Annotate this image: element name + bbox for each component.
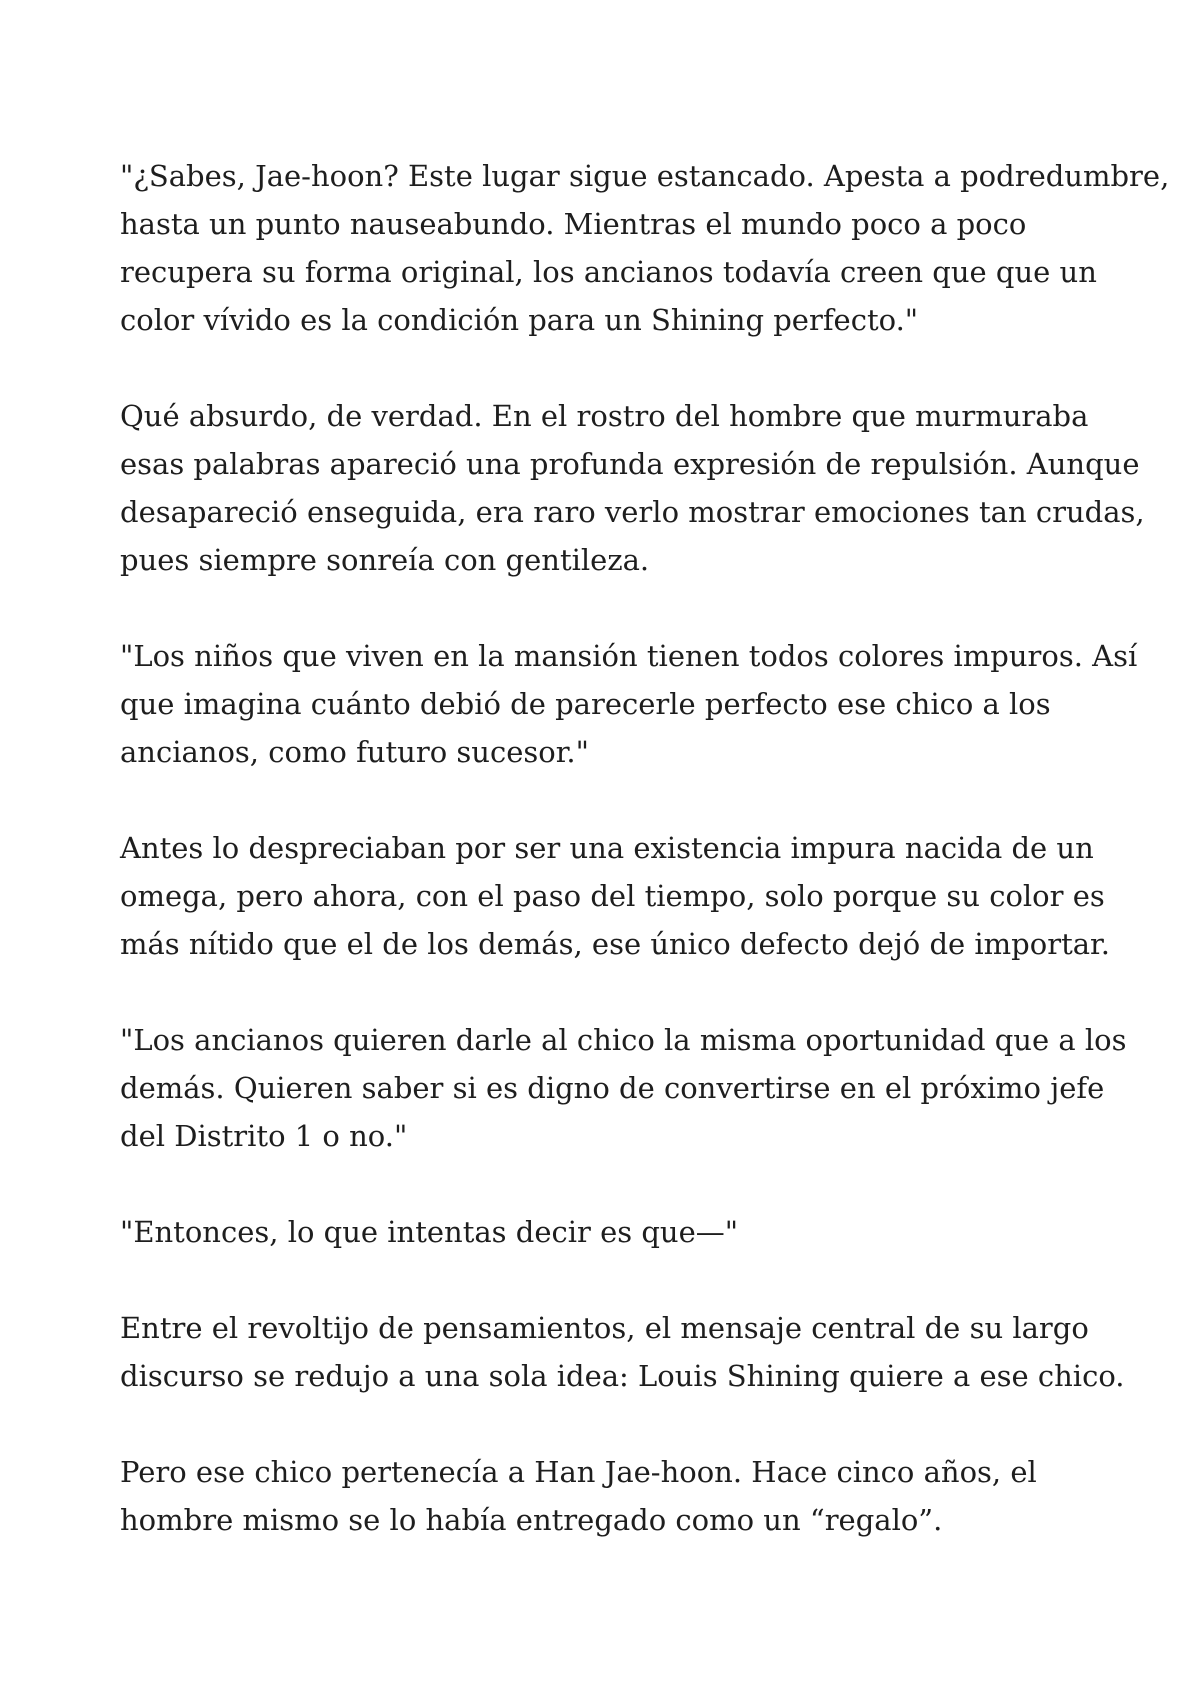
text-line: que imagina cuánto debió de parecerle perfecto ese chico a los bbox=[120, 687, 1051, 721]
text-line: omega, pero ahora, con el paso del tiempo, solo porque su color es bbox=[120, 879, 1105, 913]
text-line: del Distrito 1 o no." bbox=[120, 1119, 408, 1153]
text-line: pues siempre sonreía con gentileza. bbox=[120, 543, 650, 577]
paragraph bbox=[120, 632, 1138, 776]
text-line: Antes lo despreciaban por ser una existencia impura nacida de un bbox=[120, 831, 1094, 865]
text-line: "Los ancianos quieren darle al chico la misma oportunidad que a los bbox=[120, 1023, 1127, 1057]
text-line: "¿Sabes, Jae-hoon? Este lugar sigue estancado. Apesta a podredumbre, bbox=[120, 159, 1170, 193]
text-line: recupera su forma original, los ancianos todavía creen que que un bbox=[120, 255, 1097, 289]
paragraph bbox=[120, 1304, 1125, 1400]
text-line: demás. Quieren saber si es digno de convertirse en el próximo jefe bbox=[120, 1071, 1105, 1105]
text-line: esas palabras apareció una profunda expresión de repulsión. Aunque bbox=[120, 447, 1140, 481]
paragraph bbox=[120, 392, 1145, 584]
text-line: más nítido que el de los demás, ese único defecto dejó de importar. bbox=[120, 927, 1110, 961]
text-line: hasta un punto nauseabundo. Mientras el mundo poco a poco bbox=[120, 207, 1027, 241]
paragraph bbox=[120, 152, 1170, 344]
text-line: Entre el revoltijo de pensamientos, el mensaje central de su largo bbox=[120, 1311, 1089, 1345]
paragraph bbox=[120, 824, 1110, 968]
text-line: Pero ese chico pertenecía a Han Jae-hoon. Hace cinco años, el bbox=[120, 1455, 1037, 1489]
paragraph bbox=[120, 1448, 1090, 1544]
paragraph bbox=[120, 1016, 1127, 1160]
text-line: "Los niños que viven en la mansión tienen todos colores impuros. Así bbox=[120, 639, 1138, 673]
text-line: ancianos, como futuro sucesor." bbox=[120, 735, 589, 769]
text-line: color vívido es la condición para un Shining perfecto." bbox=[120, 303, 919, 337]
text-line: hombre mismo se lo había entregado como un “regalo”. bbox=[120, 1503, 943, 1537]
text-line: desapareció enseguida, era raro verlo mostrar emociones tan crudas, bbox=[120, 495, 1145, 529]
text-line: Qué absurdo, de verdad. En el rostro del hombre que murmuraba bbox=[120, 399, 1089, 433]
paragraph bbox=[120, 1208, 1090, 1256]
text-line: "Entonces, lo que intentas decir es que—" bbox=[120, 1215, 739, 1249]
text-line: discurso se redujo a una sola idea: Louis Shining quiere a ese chico. bbox=[120, 1359, 1125, 1393]
